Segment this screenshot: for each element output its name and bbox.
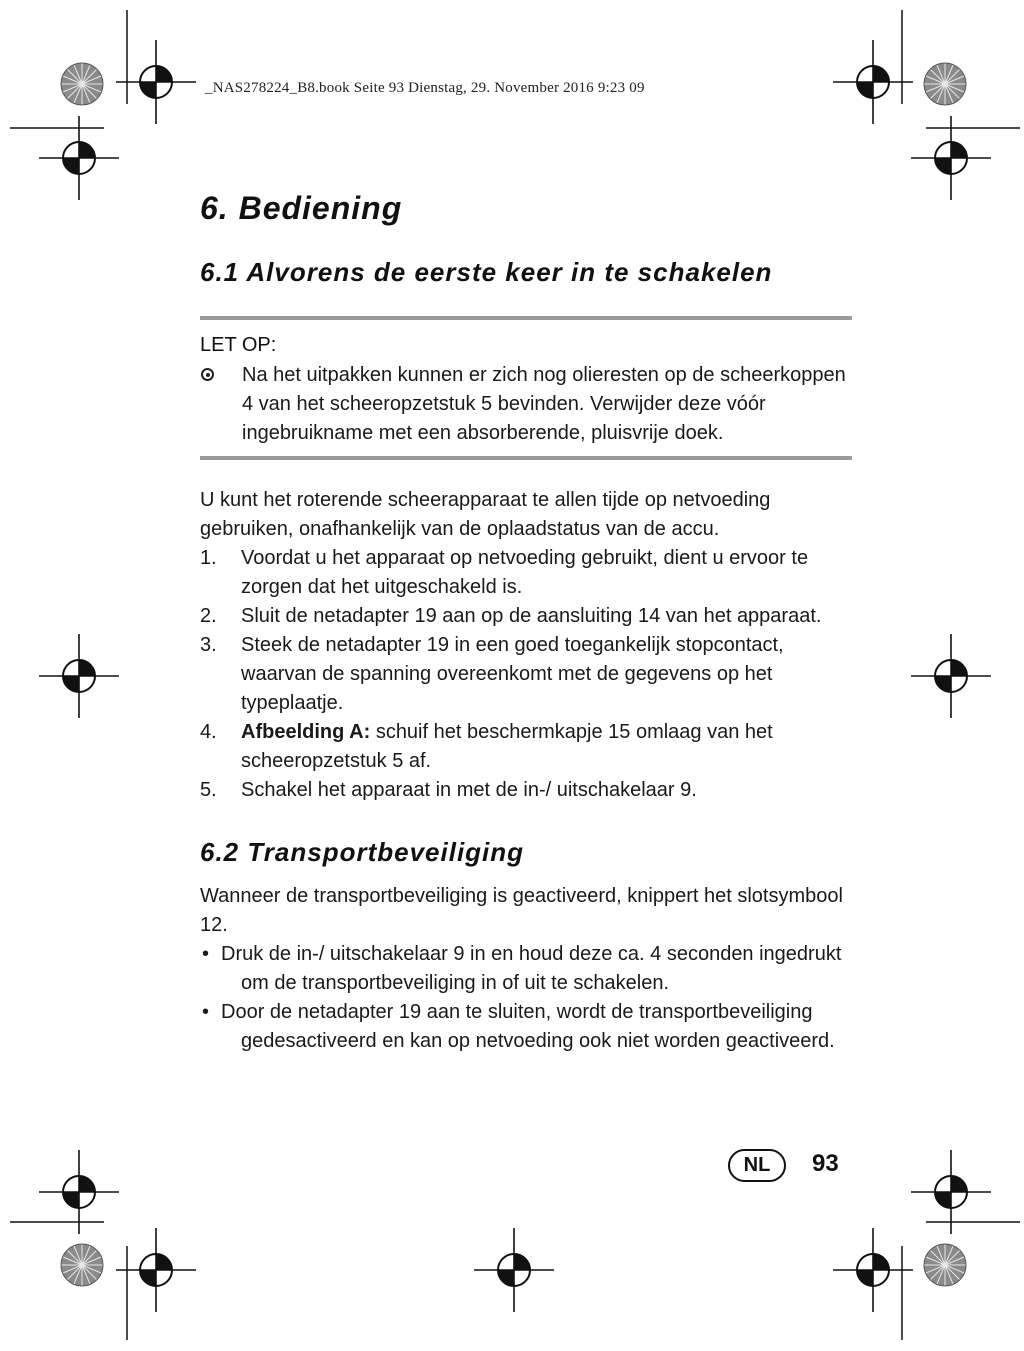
step-text: Voordat u het apparaat op netvoeding gebruikt, dient u ervoor te zorgen dat het uitgeschakeld is. (241, 547, 809, 598)
step-text: schuif het beschermkapje 15 omlaag van het scheeropzetstuk 5 af. (241, 721, 773, 772)
step-number: 4. (200, 721, 217, 743)
bullet-symbol: • (202, 943, 210, 965)
page-content (200, 190, 850, 1056)
step-number: 5. (200, 779, 217, 801)
starburst-register-icon (924, 1244, 966, 1286)
list-item (200, 998, 850, 1056)
intro-paragraph: U kunt het roterende scheerapparaat te allen tijde op netvoeding gebruiken, onafhankelijk van de oplaadstatus van de accu. (200, 489, 771, 540)
starburst-register-icon (61, 63, 103, 105)
crosshair-registration-icon (116, 1228, 196, 1312)
transport-paragraph: Wanneer de transportbeveiliging is geactiveerd, knippert het slotsymbool 12. (200, 885, 843, 936)
steps-list (200, 544, 850, 805)
circled-dot-icon (201, 368, 214, 381)
note-text: Na het uitpakken kunnen er zich nog olieresten op de scheerkoppen 4 van het scheeropzetstuk 5 bevinden. Verwijder deze vóór ingebruikname met een absorberende, pluisvrije doek. (242, 364, 846, 444)
language-badge: NL (728, 1149, 786, 1182)
crosshair-registration-icon (911, 634, 991, 718)
list-item (200, 631, 850, 718)
starburst-register-icon (61, 1244, 103, 1286)
step-number: 2. (200, 605, 217, 627)
list-item (200, 940, 850, 998)
section-title-6-2: 6.2 Transportbeveiliging (200, 837, 525, 867)
bullet-text: Druk de in-/ uitschakelaar 9 in en houd deze ca. 4 seconden ingedrukt om de transportbeveiliging in of uit te schakelen. (221, 943, 842, 994)
print-slug: _NAS278224_B8.book Seite 93 Dienstag, 29. November 2016 9:23 09 (205, 80, 645, 96)
step-text: Schakel het apparaat in met de in-/ uitschakelaar 9. (241, 779, 697, 801)
bullet-symbol: • (202, 1001, 210, 1023)
step-text: Sluit de netadapter 19 aan op de aansluiting 14 van het apparaat. (241, 605, 822, 627)
note-item (200, 361, 850, 448)
list-item (200, 718, 850, 776)
crosshair-registration-icon (39, 634, 119, 718)
list-item (200, 602, 850, 631)
bullet-list (200, 940, 850, 1056)
starburst-register-icon (924, 63, 966, 105)
note-rule-bottom (200, 456, 852, 460)
step-number: 3. (200, 634, 217, 656)
crosshair-registration-icon (833, 1228, 913, 1312)
page-number: 93 (812, 1150, 839, 1177)
section-title-6-1: 6.1 Alvorens de eerste keer in te schakelen (200, 257, 773, 287)
section-title-6: 6. Bediening (200, 190, 403, 226)
note-title: LET OP: (200, 334, 277, 356)
step-lead: Afbeelding A: (241, 721, 371, 743)
step-text: Steek de netadapter 19 in een goed toegankelijk stopcontact, waarvan de spanning overeenkomt met de gegevens op het typeplaatje. (241, 634, 784, 714)
bullet-text: Door de netadapter 19 aan te sluiten, wordt de transportbeveiliging gedesactiveerd en kan op netvoeding ook niet worden geactiveerd. (221, 1001, 835, 1052)
list-item (200, 776, 850, 805)
crosshair-registration-icon (116, 40, 196, 124)
crosshair-registration-icon (833, 40, 913, 124)
note-rule-top (200, 316, 852, 320)
step-number: 1. (200, 547, 217, 569)
crosshair-registration-icon (474, 1228, 554, 1312)
list-item (200, 544, 850, 602)
